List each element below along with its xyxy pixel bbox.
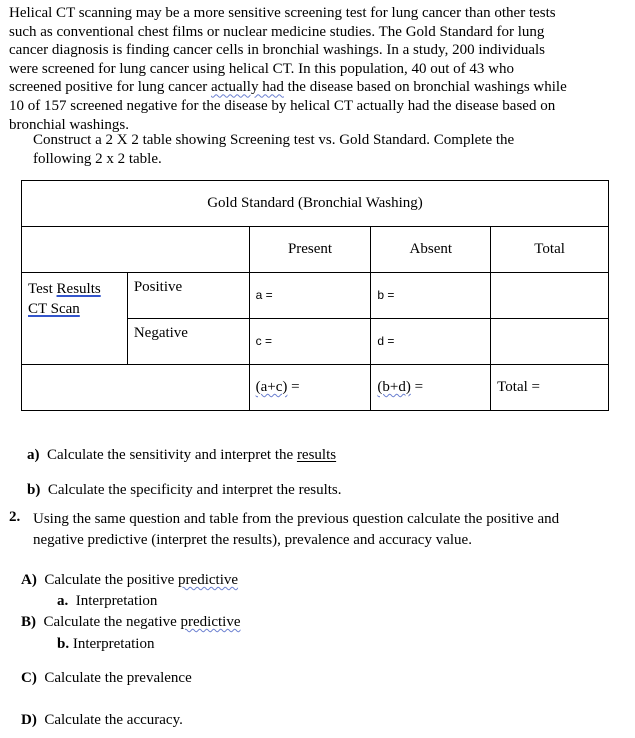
construct-line: Construct a 2 X 2 table showing Screening test vs. Gold Standard. Complete the <box>33 132 515 148</box>
cell-a-label: a = <box>255 288 273 302</box>
question-text: Calculate the prevalence <box>44 670 192 686</box>
intro-line: 10 of 157 screened negative for the disease by helical CT actually had the disease based on <box>9 97 556 114</box>
construct-instruction <box>33 131 593 169</box>
col-header-present: Present <box>249 227 371 273</box>
question-text: Calculate the negative <box>43 614 181 630</box>
question-2 <box>9 509 20 526</box>
intro-line: such as conventional chest films or nuclear medicine studies. The Gold Standard for lung <box>9 23 545 40</box>
question-link: results <box>296 447 337 463</box>
cell-total-positive[interactable] <box>491 273 609 319</box>
question-marker: 2. <box>9 509 21 525</box>
cell-total-negative[interactable] <box>491 319 609 365</box>
cell-c-label: c = <box>255 334 272 348</box>
question-a <box>27 447 336 464</box>
cell-bd-total[interactable] <box>371 365 491 411</box>
question-marker: a) <box>27 447 40 463</box>
question-A <box>21 572 238 589</box>
question-text: Calculate the sensitivity and interpret the <box>47 447 297 463</box>
intro-text: the disease based on bronchial washings while <box>283 79 567 96</box>
intro-line: cancer diagnosis is finding cancer cells in bronchial washings. In a study, 200 individuals <box>9 42 545 59</box>
two-by-two-table <box>21 180 609 411</box>
question-text: Calculate the specificity and interpret the results. <box>47 482 342 498</box>
question-2-text <box>33 509 559 551</box>
cell-b[interactable] <box>371 273 491 319</box>
intro-line: bronchial washings. <box>9 116 129 133</box>
row-label-text: Test <box>28 281 57 297</box>
question-marker: B) <box>21 614 36 630</box>
question-C <box>21 670 192 687</box>
question-marker: A) <box>21 572 37 588</box>
ac-eq: = <box>287 379 300 395</box>
question-marker: b. <box>57 636 70 652</box>
intro-line: were screened for lung cancer using helical CT. In this population, 40 out of 43 who <box>9 60 514 77</box>
question-text: Calculate the positive <box>44 572 179 588</box>
grammar-flag: actually had <box>211 79 284 96</box>
table-empty-cell <box>22 365 250 411</box>
table-empty-cell <box>22 227 250 273</box>
row-label-test-results <box>22 273 128 365</box>
table-header-gold-standard: Gold Standard (Bronchial Washing) <box>22 181 609 227</box>
intro-line <box>9 78 609 97</box>
bd-label: (b+d) <box>377 379 411 395</box>
cell-ac-total[interactable] <box>249 365 371 411</box>
cell-d-label: d = <box>377 334 395 348</box>
row-header-negative: Negative <box>127 319 249 365</box>
question-B-sub <box>57 636 154 653</box>
intro-paragraph <box>9 4 609 134</box>
intro-line: Helical CT scanning may be a more sensitive screening test for lung cancer than other tests <box>9 5 556 21</box>
ac-label: (a+c) <box>255 379 288 395</box>
construct-line: following 2 x 2 table. <box>33 151 162 167</box>
question-marker: a. <box>57 593 69 609</box>
cell-a[interactable] <box>249 273 371 319</box>
question-link: predictive <box>178 572 239 588</box>
question-b <box>27 482 342 499</box>
question-D <box>21 712 183 729</box>
question-marker: C) <box>21 670 37 686</box>
row-label-ct-scan: CT Scan <box>28 301 80 317</box>
question-text: Interpretation <box>72 636 155 652</box>
question-marker: D) <box>21 712 37 728</box>
question-text: Calculate the accuracy. <box>44 712 183 728</box>
bd-eq: = <box>410 379 424 395</box>
question-B <box>21 614 241 631</box>
intro-text: screened positive for lung cancer <box>9 79 211 96</box>
question-A-sub <box>57 593 157 610</box>
question-2-line: Using the same question and table from the previous question calculate the positive and <box>33 511 560 527</box>
row-label-results: Results <box>56 281 101 297</box>
row-header-positive: Positive <box>127 273 249 319</box>
cell-d[interactable] <box>371 319 491 365</box>
question-text: Interpretation <box>75 593 158 609</box>
question-link: predictive <box>180 614 241 630</box>
col-header-total: Total <box>491 227 609 273</box>
col-header-absent: Absent <box>371 227 491 273</box>
cell-grand-total[interactable]: Total = <box>491 365 609 411</box>
cell-c[interactable] <box>249 319 371 365</box>
question-marker: b) <box>27 482 41 498</box>
question-2-line: negative predictive (interpret the results), prevalence and accuracy value. <box>33 532 472 548</box>
cell-b-label: b = <box>377 288 395 302</box>
